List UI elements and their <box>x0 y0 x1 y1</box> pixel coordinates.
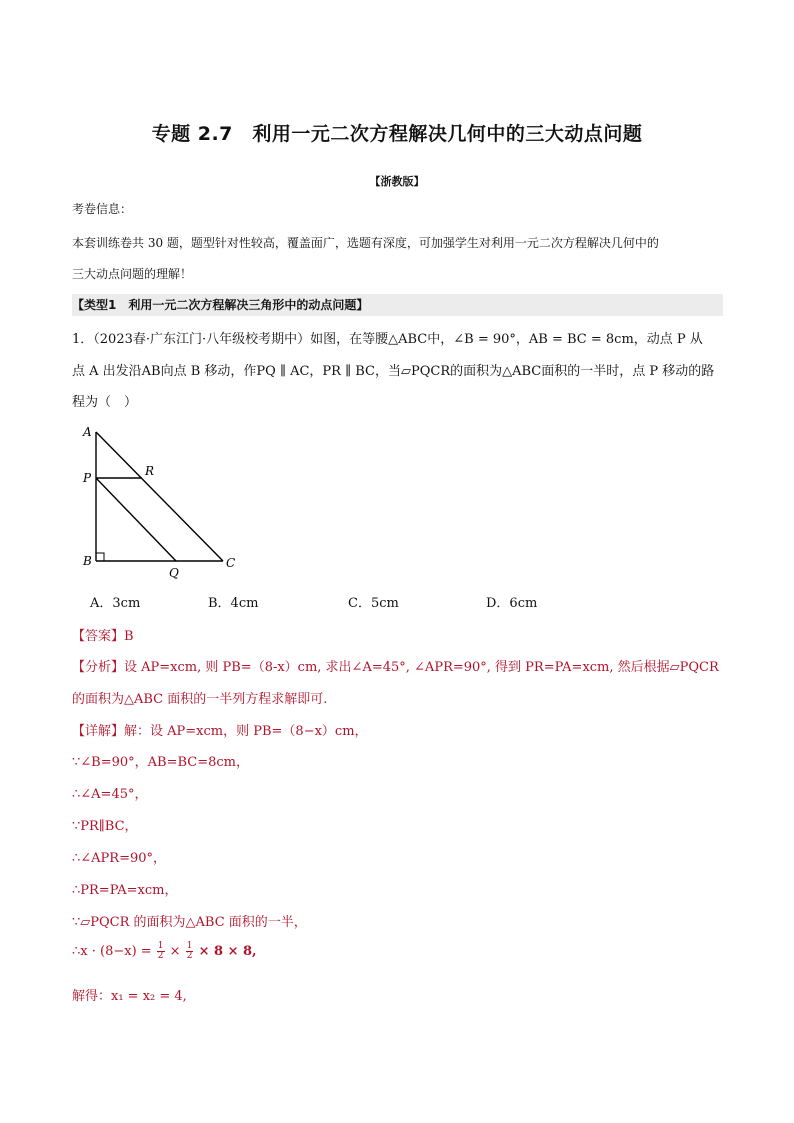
answer-label: 【答案】B <box>72 629 134 644</box>
label-q: Q <box>169 566 179 580</box>
question-line3: 程为（ ） <box>72 395 138 410</box>
equation-right: × 8 × 8, <box>198 944 257 959</box>
question-line1: 1．（2023春·广东江门·八年级校考期中）如图，在等腰△ABC中，∠B = 90°，AB = BC = 8cm，动点 P 从 <box>72 332 703 347</box>
label-p: P <box>83 471 92 485</box>
detail-line3: ∴∠A=45°， <box>72 787 148 802</box>
edition-label: 【浙教版】 <box>369 175 425 188</box>
analysis-line2: 的面积为△ABC 面积的一半列方程求解即可. <box>72 692 328 707</box>
section-heading: 【类型1 利用一元二次方程解决三角形中的动点问题】 <box>72 294 723 316</box>
detail-line4: ∵PR∥BC， <box>72 819 138 834</box>
equation-line <box>72 942 257 961</box>
solution-line: 解得：x₁ = x₂ = 4, <box>72 989 187 1004</box>
detail-line2: ∵∠B=90°，AB=BC=8cm， <box>72 755 249 770</box>
question-line2: 点 A 出发沿AB向点 B 移动，作PQ ∥ AC，PR ∥ BC，当▱PQCR的面积为△ABC面积的一半时，点 P 移动的路 <box>72 364 715 379</box>
label-c: C <box>226 556 236 570</box>
fraction-one-half-2: $\frac{1}{2}$ <box>186 941 193 961</box>
exam-info-label: 考卷信息： <box>72 202 133 216</box>
option-d: D．6cm <box>486 596 538 611</box>
option-a: A．3cm <box>90 596 141 611</box>
intro-text-line1: 本套训练卷共 30 题，题型针对性较高，覆盖面广，选题有深度，可加强学生对利用一元二次方程解决几何中的 <box>72 236 659 250</box>
side-ac <box>96 432 223 561</box>
page-title: 专题 2.7 利用一元二次方程解决几何中的三大动点问题 <box>151 123 643 145</box>
triangle-figure <box>78 420 248 580</box>
segment-pq <box>96 478 176 561</box>
option-b: B．4cm <box>208 596 259 611</box>
detail-line6: ∴PR=PA=xcm， <box>72 883 178 898</box>
equation-left: ∴x · (8−x) = <box>72 944 156 959</box>
right-angle-mark <box>96 553 104 561</box>
detail-line5: ∴∠APR=90°， <box>72 851 167 866</box>
option-c: C．5cm <box>348 596 399 611</box>
label-b: B <box>83 554 92 568</box>
detail-line1: 【详解】解：设 AP=xcm，则 PB=（8−x）cm， <box>72 724 368 739</box>
times-sign: × <box>169 944 181 959</box>
detail-line7: ∵▱PQCR 的面积为△ABC 面积的一半， <box>72 915 307 930</box>
fraction-one-half: $\frac{1}{2}$ <box>157 941 164 961</box>
label-a: A <box>83 425 92 439</box>
label-r: R <box>145 464 155 478</box>
analysis-line1: 【分析】设 AP=xcm, 则 PB=（8-x）cm, 求出∠A=45°, ∠APR=90°, 得到 PR=PA=xcm, 然后根据▱PQCR <box>72 660 719 675</box>
intro-text-line2: 三大动点问题的理解！ <box>72 267 193 281</box>
